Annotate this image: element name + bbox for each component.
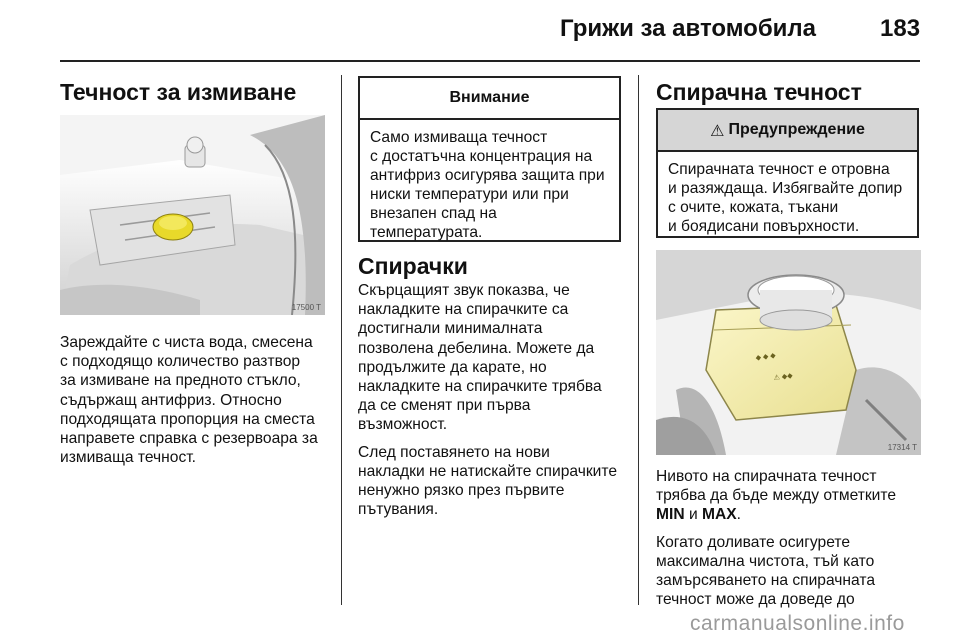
washer-line-3: за измиване на предното стъкло, — [60, 372, 301, 390]
brakes-p1-line-2: накладките на спирачките са — [358, 301, 569, 319]
warning-line-3: с очите, кожата, тъкани — [668, 199, 839, 216]
max-mark-label: MAX — [702, 506, 737, 524]
warning-triangle-icon: ⚠ — [710, 120, 725, 140]
washer-line-7: измиваща течност. — [60, 449, 196, 467]
brakes-p1-line-3: достигнали минималната — [358, 320, 543, 338]
brake-fluid-p1-line-2: трябва да бъде между отметките — [656, 487, 897, 505]
washer-reservoir-illustration — [60, 115, 325, 315]
warning-line-2: и разяждаща. Избягвайте допир — [668, 180, 903, 197]
watermark-link[interactable]: carmanualsonline.info — [690, 612, 905, 635]
brakes-heading: Спирачки — [358, 253, 468, 279]
brakes-p1-line-1: Скърцащият звук показва, че — [358, 282, 570, 299]
brakes-p2-line-2: накладки не натискайте спирачките — [358, 462, 617, 480]
notice-line-4: ниски температури или при — [370, 186, 569, 203]
column-divider-right — [638, 75, 639, 605]
notice-line-2: с достатъчна концентрация на — [370, 148, 593, 165]
brakes-p1-line-7: да се сменят при първа — [358, 397, 531, 415]
warning-title: Предупреждение — [728, 121, 865, 138]
warning-box — [656, 108, 919, 238]
brake-fluid-p2-line-2: максимална чистота, тъй като — [656, 552, 875, 570]
warning-line-1: Спирачната течност е отровна — [668, 161, 890, 178]
washer-line-6: направете справка с резервоара за — [60, 430, 318, 448]
notice-line-6: температурата. — [370, 224, 483, 241]
brakes-p2-line-1: След поставянето на нови — [358, 443, 550, 461]
notice-title: Внимание — [360, 78, 619, 120]
brakes-p2-line-4: пътувания. — [358, 501, 439, 519]
warning-line-4: и боядисани повърхности. — [668, 218, 860, 235]
svg-text:◆ ◆ ◆: ◆ ◆ ◆ — [755, 352, 777, 362]
brakes-p1-line-4: позволена дебелина. Можете да — [358, 339, 595, 357]
and-word: и — [688, 506, 698, 524]
brake-fluid-p1-line-1: Нивото на спирачната течност — [656, 468, 877, 485]
brakes-p1-line-5: продължите да карате, но — [358, 358, 547, 376]
brake-fluid-reservoir-photo — [656, 250, 921, 455]
brakes-p1-line-8: възможност. — [358, 416, 448, 434]
header-rule — [60, 60, 920, 62]
brakes-p2-line-3: ненужно рязко през първите — [358, 482, 565, 500]
photo-reference-id: 17500 T — [291, 303, 321, 312]
washer-line-1: Зареждайте с чиста вода, смесена — [60, 334, 313, 351]
brake-fluid-p2-line-4: течност може да доведе до — [656, 591, 855, 609]
sentence-end: . — [736, 506, 741, 524]
brake-fluid-p2-line-3: замърсяването на спирачната — [656, 572, 875, 590]
notice-line-1: Само измиваща течност — [370, 129, 548, 146]
brakes-text — [358, 281, 633, 519]
photo-reference-id-2: 17314 T — [887, 443, 917, 452]
notice-body — [360, 120, 619, 250]
min-mark-label: MIN — [656, 506, 685, 524]
page-number: 183 — [880, 15, 921, 42]
notice-box — [358, 76, 621, 242]
warning-body — [658, 152, 917, 244]
brakes-p1-line-6: накладките на спирачките трябва — [358, 378, 602, 396]
svg-text:⚠ ◆◆: ⚠ ◆◆ — [773, 372, 794, 382]
brake-fluid-p1-line-3 — [656, 505, 931, 524]
brake-fluid-heading: Спирачна течност — [656, 79, 862, 105]
washer-line-4: съдържащ антифриз. Относно — [60, 391, 282, 409]
page-header-title: Грижи за автомобила — [560, 15, 817, 42]
brake-reservoir-illustration — [656, 250, 921, 455]
brake-fluid-text — [656, 467, 931, 609]
washer-line-2: с подходящо количество разтвор — [60, 353, 301, 371]
washer-fluid-heading: Течност за измиване — [60, 79, 297, 105]
brake-fluid-p2-line-1: Когато доливате осигурете — [656, 533, 851, 551]
washer-fluid-text — [60, 333, 335, 467]
washer-reservoir-photo — [60, 115, 325, 315]
notice-line-5: внезапен спад на — [370, 205, 497, 222]
warning-header — [658, 110, 917, 152]
washer-line-5: подходящата пропорция на сместа — [60, 410, 315, 428]
notice-line-3: антифриз осигурява защита при — [370, 167, 605, 184]
column-divider-left — [341, 75, 342, 605]
